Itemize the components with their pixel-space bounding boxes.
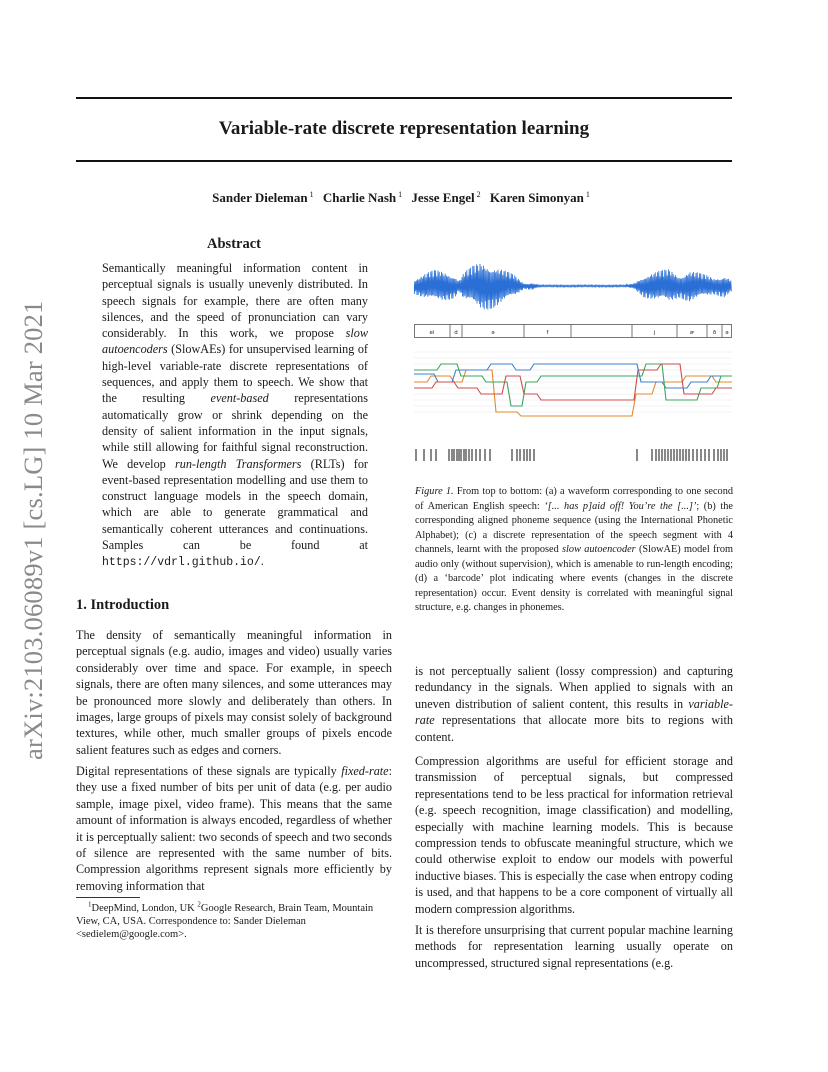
intro-paragraph-4: Compression algorithms are useful for efficient storage and transmission of perceptual signals, but compressed representations tend to be less practical for information retrieval (e.g. speech recognition, image classification) and modelling, especially with machine learning models. This is because compression tends to obfuscate meaningful structure, which we could otherwise exploit to endow our models with powerful inductive biases. This is especially the case when entropy coding is used, and that happens to be a core component of virtually all modern compression algorithms. [415,754,733,916]
author-name: Sander Dieleman [212,190,308,205]
phoneme-label: j [653,330,656,336]
phoneme-sequence [415,325,732,338]
phoneme-label: f [546,330,549,336]
waveform-trace [414,264,731,310]
author-affiliation: 2 [476,190,481,199]
affiliation-footnote: $^1$DeepMind, London, UK $^2$Google Research, Brain Team, Mountain View, CA, USA. Correspondence to: Sander Dieleman <sedielem@google.com>. [76,900,374,941]
section-heading-introduction: 1. Introduction [76,597,170,613]
arxiv-stamp: arXiv:2103.06089v1 [cs.LG] 10 Mar 2021 [18,300,48,760]
phoneme-label: ð [712,330,717,336]
author-name: Jesse Engel [411,190,475,205]
phoneme-label: d [454,330,458,336]
author-affiliation: 1 [585,190,590,199]
author-name: Charlie Nash [322,190,397,205]
title-bottom-rule [76,160,732,162]
author-affiliation: 1 [309,190,314,199]
intro-paragraph-3: is not perceptually salient (lossy compression) and capturing redundancy in the signals. When applied to signals with an uneven distribution of salient content, this results in variable-rate representations that allocate more bits to regions with content. [415,664,733,744]
footnote-rule [76,897,140,898]
samples-link[interactable]: https://vdrl.github.io/ [102,556,261,570]
phoneme-label: ɚ [689,330,695,336]
intro-paragraph-2: Digital representations of these signals are typically fixed-rate: they use a fixed number of bits per unit of data (e.g. per audio sample, image pixel, video frame). This means that the same amount of information is always encoded, regardless of whether it is perceptually salient: two seconds of speech and two seconds of silence are represented with the same number of bits. Compression algorithms represent signals more efficiently by removing information that [76,764,392,893]
intro-paragraph-5: It is therefore unsurprising that current popular machine learning methods for representation learning usually operate on uncompressed, structured signal representations (e.g. [415,923,733,970]
phoneme-label: ei [429,330,435,336]
top-rule [76,97,732,99]
waveform-plot [414,264,731,310]
intro-paragraph-1: The density of semantically meaningful information in perceptual signals (e.g. audio, images and video) usually varies considerably over time and space. For example, in speech signals, there are often many silences, and some utterances may be pronounced more slowly and deliberately than others. In images, large groups of pixels may consist solely of background textures, while other, much smaller groups of pixels encode salient features such as edges and corners. [76,628,392,757]
discrete-channels-plot [414,352,732,416]
figure-1 [414,254,732,464]
paper-title: Variable-rate discrete representation learning [218,118,590,139]
author-name: Karen Simonyan [489,190,584,205]
author-list [76,190,732,206]
abstract-heading: Abstract [207,236,261,252]
figure-caption: Figure 1. From top to bottom: (a) a waveform corresponding to one second of American English speech: ‘[... has p]aid off! You’re the [...]’; (b) the corresponding aligned phoneme sequence (using the International Phonetic Alphabet); (c) a discrete representation of the speech segment with 4 channels, learnt with the proposed slow autoencoder (SlowAE) model from audio only (without supervision), which is amenable to run-length encoding; (d) a ‘barcode’ plot indicating where events (changes in the discrete representation) occur. Event density is correlated with meaningful signal structure, e.g. changes in phonemes. [415,486,734,613]
phoneme-label: ə [725,330,729,336]
event-barcode-plot [416,449,727,461]
phoneme-label: ə [491,330,495,336]
author-affiliation: 1 [398,190,403,199]
abstract-text: Semantically meaningful information content in perceptual signals is usually unevenly distributed. In speech signals for example, there are often many silences, and the speed of pronunciation can vary considerably. In this work, we propose slow autoencoders (SlowAEs) for unsupervised learning of high-level variable-rate discrete representations of sequences, and apply them to speech. We show that the resulting event-based representations automatically grow or shrink depending on the density of salient information in the input signals, while still allowing for faithful signal reconstruction. We develop run-length Transformers (RLTs) for event-based representation modelling and use them to construct language models in the speech domain, which are able to generate grammatical and semantically coherent utterances and continuations. Samples can be found at https://vdrl.github.io/. [102,261,368,570]
